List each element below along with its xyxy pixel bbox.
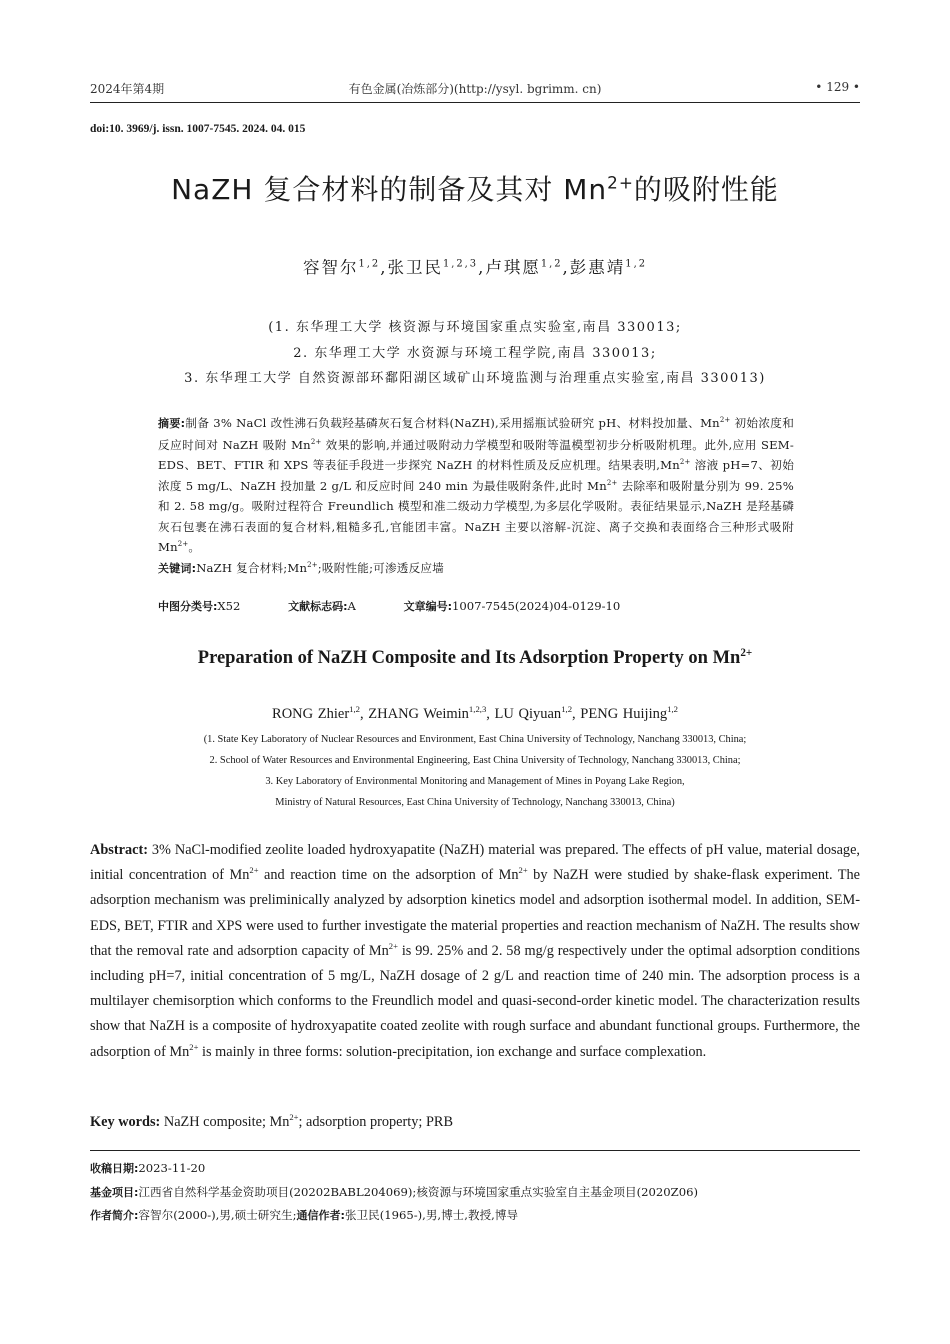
chinese-author: 容智尔$^{1,2}$, (302, 258, 388, 277)
author-info: 作者简介:容智尔(2000-),男,硕士研究生;通信作者:张卫民(1965-),男,博士,教授,博导 (90, 1208, 519, 1222)
chinese-affiliation-1: (1. 东华理工大学 核资源与环境国家重点实验室,南昌 330013; (268, 320, 682, 335)
english-affiliation-3b: Ministry of Natural Resources, East China University of Technology, Nanchang 330013, China) (275, 797, 675, 808)
page-number: • 129 • (815, 80, 860, 94)
chinese-title (0, 168, 950, 208)
chinese-title-tail: 的吸附性能 (633, 173, 779, 206)
chinese-author: 卢琪愿$^{1,2}$, (485, 258, 570, 277)
header-divider (90, 102, 860, 103)
english-affiliation-1: (1. State Key Laboratory of Nuclear Resources and Environment, East China University of Technology, Nanchang 330013, China; (203, 734, 747, 745)
issue-label: 2024年第4期 (90, 82, 165, 96)
journal-name: 有色金属(冶炼部分)(http://ysyl. bgrimm. cn) (348, 82, 602, 96)
chinese-keywords: NaZH 复合材料$;Mn^{2+}$;吸附性能;可渗透反应墙 (196, 560, 444, 575)
english-affiliation-2: 2. School of Water Resources and Environmental Engineering, East China University of Technology, Nanchang 330013, China; (209, 755, 741, 766)
chinese-author: 彭惠靖$^{1,2}$ (569, 258, 648, 277)
chinese-title-sup: 2+ (607, 172, 634, 193)
english-keywords: Key words: NaZH composite; $Mn^{2+}$; adsorption property; PRB (90, 1112, 453, 1130)
chinese-abstract: 摘要:制备 3% NaCl 改性沸石负载羟基磷灰石复合材料(NaZH),采用摇瓶试验研究 pH、材料投加量、$Mn^{2+}$ 初始浓度和反应时间对 NaZH 吸附 $Mn^{2+}$ 效果的影响,并通过吸附动力学模型和吸附等温模型初步分析吸附机理。此外,应用 SEM-EDS、BET、FTIR 和 XPS 等表征手段进一步探究 NaZH 的材料性质及反应机理。结果表明$,Mn^{2+}$ 溶液 pH=7、初始浓度 5 mg/L、NaZH 投加量 2 g/L 和反应时间 240 min 为最佳吸附条件,此时 $Mn^{2+}$ 去除率和吸附量分别为 99. 25% 和 2. 58 mg/g。吸附过程符合 Freundlich 模型和准二级动力学模型,为多层化学吸附。表征结果显示,NaZH 是羟基磷灰石包裹在沸石表面的复合材料,粗糙多孔,官能团丰富。NaZH 主要以溶解-沉淀、离子交换和表面络合三种形式吸附 $Mn^{2+}$。 关键词:NaZH 复合材料$;Mn^{2+}$;吸附性能;可渗透反应墙 (158, 416, 795, 575)
chinese-affiliation-2: 2. 东华理工大学 水资源与环境工程学院,南昌 330013; (293, 346, 657, 361)
english-author: PENG Huijing$^{1,2}$ (580, 704, 678, 722)
chinese-keywords-label: 关键词: (158, 561, 197, 575)
chinese-abstract-label: 摘要: (158, 417, 186, 430)
received-date: 收稿日期:2023-11-20 (90, 1161, 206, 1175)
english-authors (0, 706, 950, 723)
funding: 基金项目:江西省自然科学基金资助项目(20202BABL204069);核资源与环境国家重点实验室自主基金项目(2020Z06) (90, 1185, 698, 1199)
article-number: 文章编号:1007-7545(2024)04-0129-10 (403, 599, 621, 613)
english-title: Preparation of NaZH Composite and Its Adsorption Property on $Mn^{2+}$ (197, 646, 753, 668)
doi: doi:10. 3969/j. issn. 1007-7545. 2024. 04. 015 (90, 123, 306, 135)
running-header (90, 80, 860, 98)
document-code: 文献标志码:A (288, 599, 356, 613)
classification-line (158, 598, 664, 614)
chinese-authors (0, 254, 950, 278)
english-abstract-label: Abstract: (90, 842, 148, 858)
clc-number: 中图分类号:X52 (158, 599, 241, 613)
chinese-affiliation-3: 3. 东华理工大学 自然资源部环鄱阳湖区域矿山环境监测与治理重点实验室,南昌 330013) (184, 371, 766, 386)
english-abstract: Abstract: 3% NaCl-modified zeolite loaded hydroxyapatite (NaZH) material was prepared. The effects of pH value, material dosage, initial concentration of $Mn^{2+}$ and reaction time on the adsorption of $Mn^{2+}$ by NaZH were studied by shake-flask experiment. The adsorption mechanism was preliminically analyzed by adsorption kinetics model and adsorption isothermal model. In addition, SEM-EDS, BET, FTIR and XPS were used to further investigate the material properties and reaction mechanism of NaZH. The results show that the removal rate and adsorption capacity of $Mn^{2+}$ is 99. 25% and 2. 58 mg/g respectively under the optimal adsorption conditions including pH=7, initial concentration of 5 mg/L, NaZH dosage of 2 g/L and reaction time of 240 min. The adsorption process is a multilayer chemisorption which conforms to the Freundlich model and quasi-second-order kinetic model. The characterization results show that NaZH is a composite of hydroxyapatite coated zeolite with rough surface and abundant functional groups. Furthermore, the adsorption of $Mn^{2+}$ is mainly in three forms: solution-precipitation, ion exchange and surface complexation. (90, 842, 861, 1060)
footnote-divider (90, 1150, 860, 1151)
english-author: LU Qiyuan$^{1,2}$, (494, 704, 581, 722)
english-author: ZHANG Weimin$^{1,2,3}$, (368, 704, 495, 722)
english-affiliation-3: 3. Key Laboratory of Environmental Monitoring and Management of Mines in Poyang Lake Region, (265, 776, 685, 787)
english-author: RONG Zhier$^{1,2}$, (272, 704, 369, 722)
chinese-author: 张卫民$^{1,2,3}$, (387, 258, 486, 277)
chinese-title-main: NaZH 复合材料的制备及其对 Mn (171, 173, 608, 206)
